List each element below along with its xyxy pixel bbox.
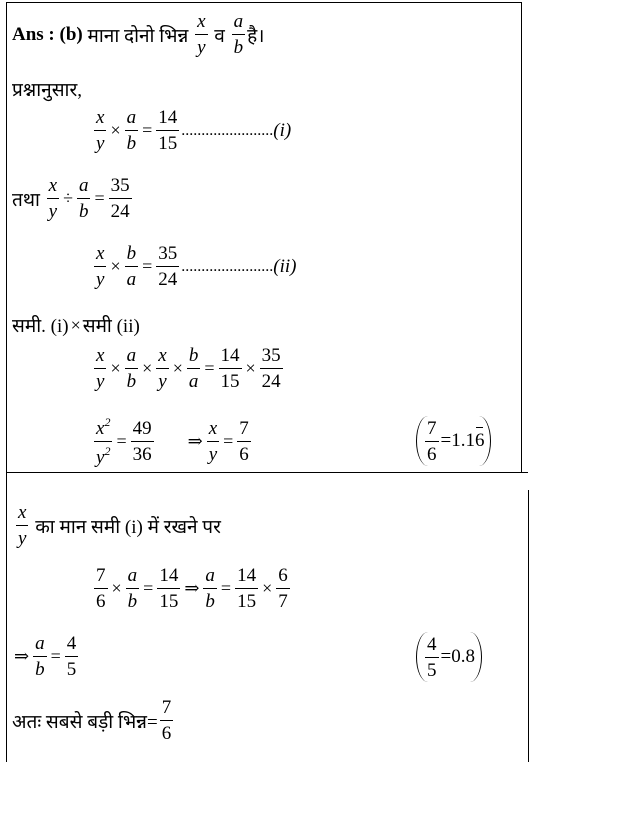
fraction-a-b: $\frac{a}{b}$ [233,11,244,58]
implies-arrow: ⇒ [187,431,203,451]
eq3-f1: $\frac{x}{y}$ [96,345,105,392]
left-border-upper [6,2,7,472]
eq6-f1: $\frac{a}{b}$ [35,633,45,680]
tatha-label: तथा [12,189,40,211]
eq6-f2: $\frac{4}{5}$ [66,633,77,680]
implies-arrow-2: ⇒ [14,646,30,666]
equation-tatha: तथा $\frac{x}{y}$ ÷ $\frac{a}{b}$ = $\frac{35}{24}$ [12,175,130,222]
repeating-digit: 6 [474,430,485,451]
row-divider [6,472,528,473]
eq2-dots: ....................... [181,257,274,275]
step-label-3: $\frac{x}{y}$ का मान समी (i) में रखने पर [18,502,221,549]
equation-3: $\frac{x}{y}$ × $\frac{a}{b}$ × $\frac{x}{y}$ × $\frac{b}{a}$ = $\frac{14}{15}$ × $\frac{35}{24}$ [96,345,281,392]
equation-6: ⇒ $\frac{a}{b}$ = $\frac{4}{5}$ [14,633,77,680]
equation-2: $\frac{x}{y}$ × $\frac{b}{a}$ = $\frac{35}{24}$ ....................... (ii) [96,243,297,290]
fraction-x-y: $\frac{x}{y}$ [197,11,206,58]
answer-line [12,12,264,57]
tatha-f1: $\frac{x}{y}$ [48,175,58,222]
eq3-f5: $\frac{14}{15}$ [220,345,240,392]
eq1-tag: (i) [273,119,292,141]
answer-prefix: Ans : [12,23,55,45]
right-border-lower [528,490,529,762]
conj: व [214,25,225,47]
equation-1: $\frac{x}{y}$ × $\frac{a}{b}$ = $\frac{14}{15}$ ....................... (i) [96,107,292,154]
equation-4: $\frac{x^2}{y^2}$ = $\frac{49}{36}$ ⇒ $\frac{x}{y}$ = $\frac{7}{6}$ [96,415,249,468]
eq3-f3: $\frac{x}{y}$ [158,345,167,392]
eq5-f3: $\frac{14}{15}$ [159,565,179,612]
eq5-f4: $\frac{a}{b}$ [205,565,215,612]
eq3-f2: $\frac{a}{b}$ [126,345,137,392]
eq4-f4: $\frac{7}{6}$ [239,418,249,465]
eq2-f3: $\frac{35}{24}$ [158,243,178,290]
conclusion-fraction: $\frac{7}{6}$ [161,697,172,744]
step-label-2: समी. (i) × समी (ii) [12,314,140,337]
step-label-1: प्रश्नानुसार, [12,80,82,101]
eq1-dots: ....................... [181,121,274,139]
eq1-f1: $\frac{x}{y}$ [96,107,105,154]
equation-5: $\frac{7}{6}$ × $\frac{a}{b}$ = $\frac{14}{15}$ ⇒ $\frac{a}{b}$ = $\frac{14}{15}$ × $\frac{6}{7}$ [96,565,288,612]
eq5-f1: $\frac{7}{6}$ [96,565,106,612]
side-note-1: $\frac{7}{6}$ = 1.1 6 [416,416,491,466]
eq3-f6: $\frac{35}{24}$ [261,345,281,392]
answer-option: (b) [59,23,83,45]
eq1-f2: $\frac{a}{b}$ [126,107,137,154]
eq1-f3: $\frac{14}{15}$ [158,107,178,154]
eq2-f1: $\frac{x}{y}$ [96,243,105,290]
eq5-f5: $\frac{14}{15}$ [237,565,257,612]
left-border-lower [6,472,7,762]
answer-end: है। [247,25,265,47]
right-border-upper [521,2,522,472]
eq4-f1: $\frac{x^2}{y^2}$ [96,415,111,468]
eq4-f3: $\frac{x}{y}$ [208,418,218,465]
answer-text: माना दोनो भिन्न [87,25,189,47]
tatha-f3: $\frac{35}{24}$ [110,175,130,222]
top-border [6,2,522,3]
eq5-f6: $\frac{6}{7}$ [278,565,288,612]
eq2-tag: (ii) [273,255,297,277]
conclusion: अतः सबसे बड़ी भिन्न= $\frac{7}{6}$ [12,697,172,744]
tatha-f2: $\frac{a}{b}$ [78,175,89,222]
eq3-f4: $\frac{b}{a}$ [188,345,199,392]
eq2-f2: $\frac{b}{a}$ [126,243,137,290]
eq4-f2: $\frac{49}{36}$ [132,418,152,465]
side-note-2: $\frac{4}{5}$ = 0.8 [416,632,482,682]
eq5-f2: $\frac{a}{b}$ [127,565,138,612]
